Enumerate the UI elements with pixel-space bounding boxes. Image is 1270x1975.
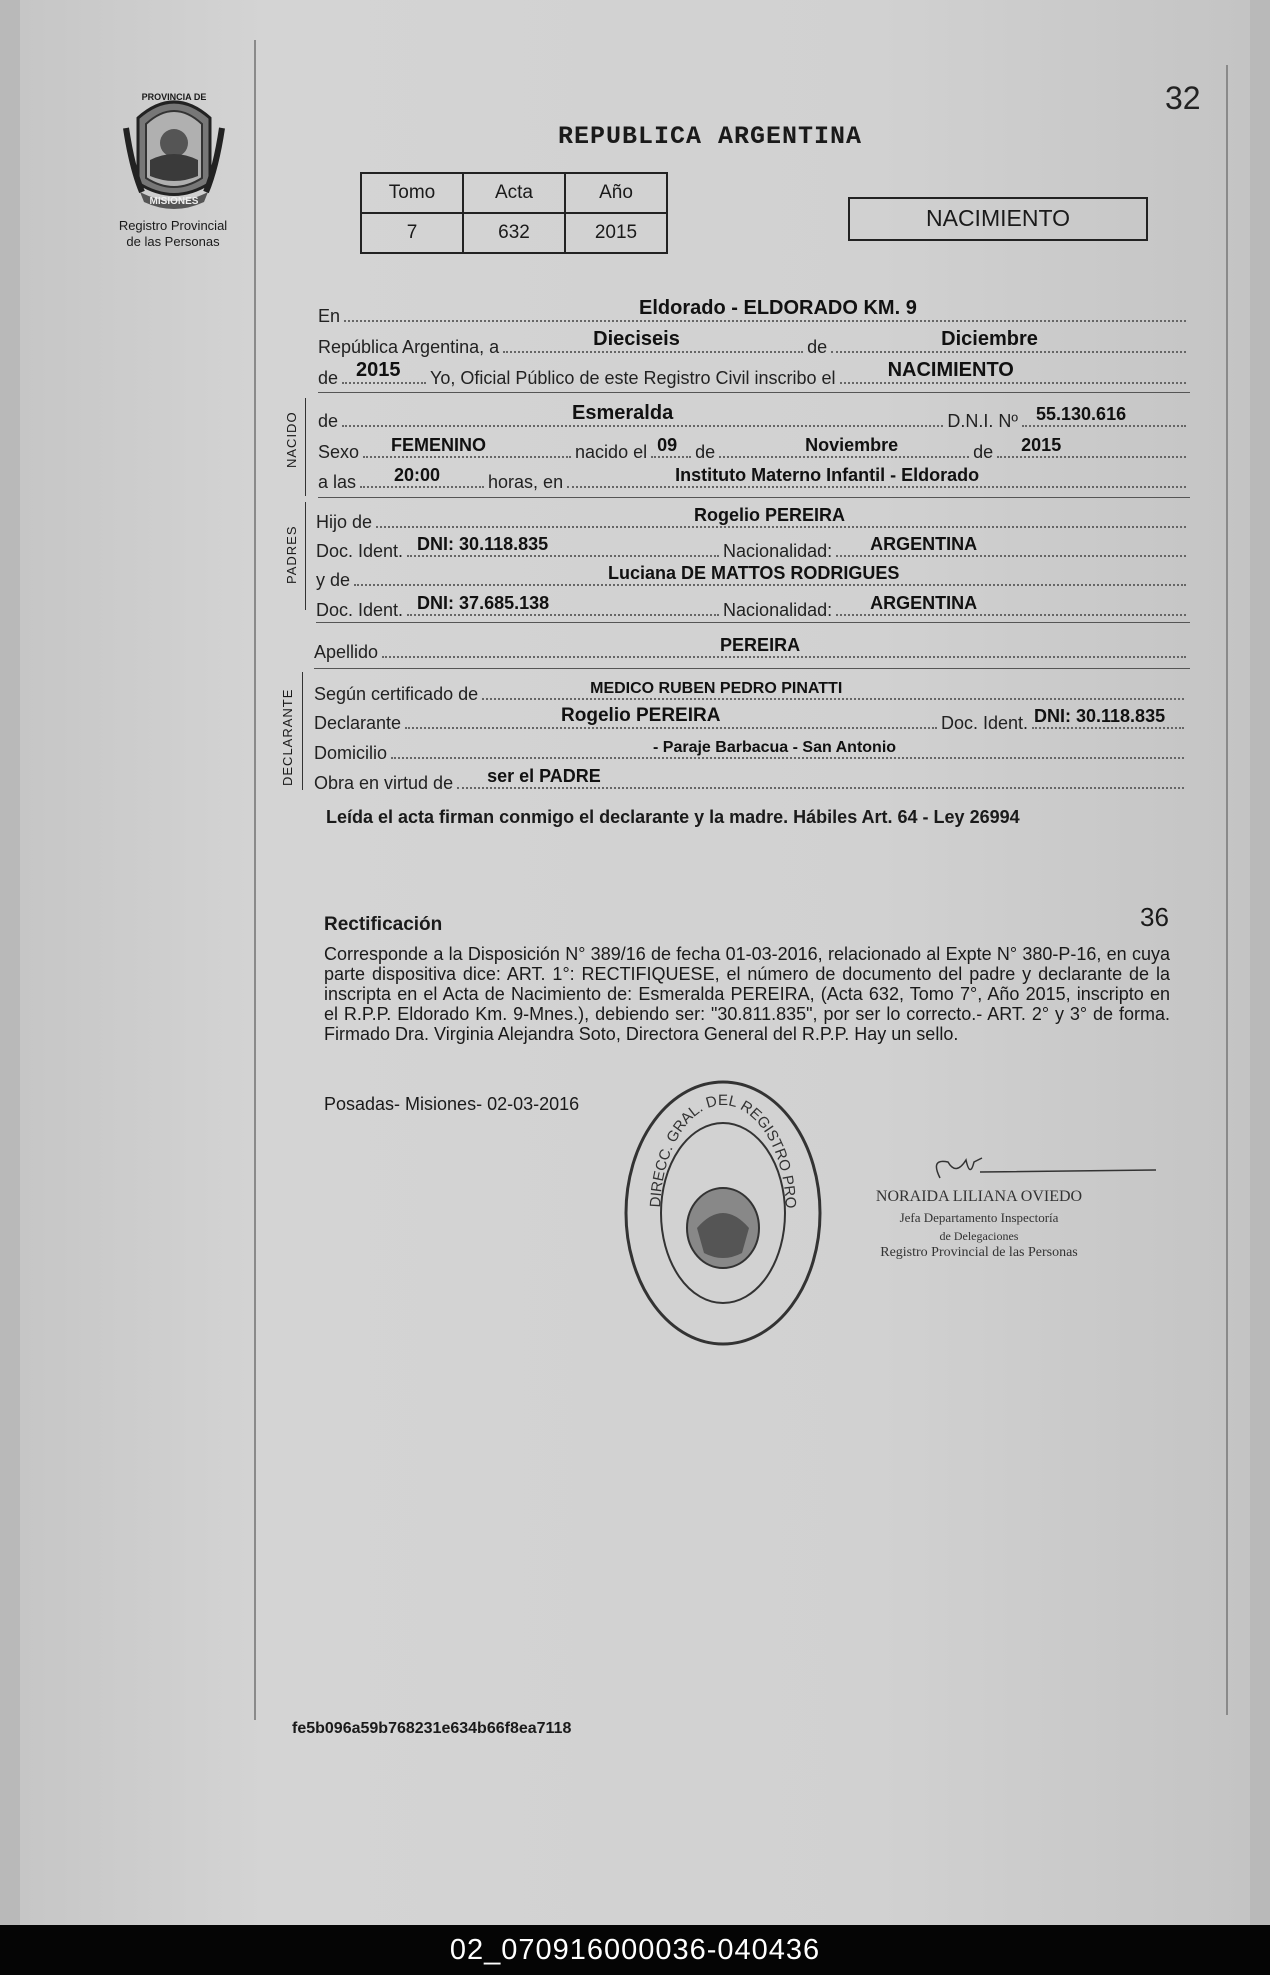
divider [314, 668, 1190, 669]
year-field [342, 359, 426, 384]
father-field [376, 506, 1186, 528]
declarante-doc: DNI: 30.118.835 [1034, 706, 1166, 726]
divider [316, 622, 1190, 623]
mother-nationality: ARGENTINA [870, 593, 978, 613]
birth-month-field [719, 436, 969, 458]
day-field [503, 328, 803, 353]
obra-field [457, 767, 1184, 789]
row-father-doc [316, 535, 1190, 562]
apellido-field [382, 636, 1186, 658]
domicilio-value: - Paraje Barbacua - San Antonio [653, 739, 897, 756]
row-republica [318, 328, 1190, 358]
de-label: de [318, 411, 339, 431]
nacionalidad-label: Nacionalidad: [723, 600, 833, 620]
svg-text:DIRECC. GRAL. DEL REGISTRO PRO [622, 1078, 799, 1209]
signer-title2: de Delegaciones [939, 1229, 1019, 1243]
time-field [360, 466, 484, 488]
year-value: 2015 [356, 359, 401, 381]
sexo-value: FEMENINO [391, 435, 487, 455]
hijo-de-label: Hijo de [316, 512, 373, 532]
birth-time: 20:00 [394, 465, 441, 485]
place-field [344, 297, 1186, 322]
birthplace-field [567, 466, 1186, 488]
scan-footer-code: 02_070916000036-040436 [0, 1925, 1270, 1975]
de-label: de [973, 442, 994, 462]
en-label: En [318, 306, 341, 326]
mother-doc-field [407, 594, 719, 616]
father-doc: DNI: 30.118.835 [417, 534, 549, 554]
tomo-label: Tomo [361, 173, 463, 213]
father-nat-field [836, 535, 1186, 557]
month-field [831, 328, 1186, 353]
seal-bottom-text: MISIONES [149, 196, 199, 207]
name-field [342, 402, 943, 427]
tomo-value: 7 [361, 213, 463, 253]
decl-field [405, 707, 937, 729]
nacido-section-label: NACIDO [284, 411, 299, 468]
apellido-value: PEREIRA [720, 635, 801, 655]
republic-label: República Argentina, a [318, 337, 500, 357]
section-bar [302, 672, 303, 790]
left-margin-line [254, 40, 256, 1720]
declarante-value: Rogelio PEREIRA [561, 705, 721, 726]
signer-name: NORAIDA LILIANA OVIEDO [875, 1188, 1083, 1205]
mother-nat-field [836, 594, 1186, 616]
father-nationality: ARGENTINA [870, 534, 978, 554]
sexo-label: Sexo [318, 442, 360, 462]
row-nacido-name [318, 402, 1190, 432]
declarante-section-label: DECLARANTE [280, 688, 295, 786]
row-alas [318, 466, 1190, 493]
birth-year: 2015 [1021, 435, 1062, 455]
record-type-box: NACIMIENTO [848, 197, 1148, 241]
signature-scribble-icon [900, 1148, 1160, 1188]
act-value: NACIMIENTO [887, 359, 1014, 381]
obra-label: Obra en virtud de [314, 773, 454, 793]
declarante-label: Declarante [314, 713, 402, 733]
child-dni: 55.130.616 [1036, 404, 1127, 424]
rectificacion-number: 36 [1140, 902, 1169, 932]
de2-label: de [318, 368, 339, 388]
row-obra [314, 767, 1188, 794]
tomo-acta-ano-table [360, 172, 668, 254]
registry-name [98, 218, 248, 250]
birth-month: Noviembre [805, 435, 899, 455]
signer-title3: Registro Provincial de las Personas [880, 1245, 1078, 1260]
mother-field [354, 564, 1186, 586]
yo-label: Yo, Oficial Público de este Registro Civil inscribo el [430, 368, 836, 388]
sexo-field [363, 436, 571, 458]
act-field [840, 359, 1186, 384]
de-label: de [807, 337, 828, 357]
certificado-value: MEDICO RUBEN PEDRO PINATTI [590, 680, 843, 697]
divider [318, 392, 1190, 393]
rectificacion-place-date: Posadas- Misiones- 02-03-2016 [324, 1094, 580, 1114]
horas-label: horas, en [488, 472, 564, 492]
row-domicilio [314, 737, 1188, 764]
ano-value: 2015 [565, 213, 667, 253]
row-mother-doc [316, 594, 1190, 621]
right-margin-line [1226, 65, 1228, 1715]
seal-top-text: PROVINCIA DE [141, 92, 207, 102]
de-label: de [695, 442, 716, 462]
doc-ident-label: Doc. Ident. [940, 713, 1028, 733]
birth-day-field [651, 436, 691, 458]
rectificacion-title: Rectificación [324, 914, 443, 935]
child-name: Esmeralda [572, 402, 674, 424]
row-declarante [314, 707, 1188, 734]
row-year [318, 359, 1190, 389]
registry-name-line1: Registro Provincial [118, 218, 228, 233]
domicilio-label: Domicilio [314, 743, 388, 763]
dni-field [1022, 405, 1186, 427]
dni-label: D.N.I. Nº [947, 411, 1018, 431]
apellido-label: Apellido [314, 642, 379, 662]
section-bar [305, 398, 306, 496]
row-apellido [314, 636, 1190, 663]
nacido-el-label: nacido el [575, 442, 648, 462]
doc-ident-label: Doc. Ident. [316, 600, 404, 620]
registry-name-line2: de las Personas [126, 234, 220, 249]
nacionalidad-label: Nacionalidad: [723, 541, 833, 561]
misiones-seal-icon [118, 88, 230, 210]
certificado-label: Según certificado de [314, 684, 479, 704]
father-doc-field [407, 535, 719, 557]
section-bar [305, 502, 306, 610]
father-name: Rogelio PEREIRA [694, 505, 846, 525]
page-number: 32 [1165, 80, 1201, 116]
closing-statement: Leída el acta firman conmigo el declarante y la madre. Hábiles Art. 64 - Ley 26994 [326, 807, 1020, 827]
mother-doc: DNI: 37.685.138 [417, 593, 550, 613]
ano-label: Año [565, 173, 667, 213]
month-value: Diciembre [941, 328, 1038, 350]
row-en [318, 297, 1190, 327]
document-title: REPUBLICA ARGENTINA [558, 122, 863, 151]
birth-day: 09 [657, 435, 678, 455]
row-y-de [316, 564, 1190, 591]
decl-doc-field [1032, 707, 1184, 729]
stamp-text: DIRECC. GRAL. DEL REGISTRO PRO [647, 1091, 800, 1209]
place-value: Eldorado - ELDORADO KM. 9 [639, 297, 917, 319]
birth-place: Instituto Materno Infantil - Eldorado [675, 465, 980, 485]
divider [318, 497, 1190, 498]
obra-value: ser el PADRE [487, 766, 601, 786]
day-value: Dieciseis [593, 328, 680, 350]
alas-label: a las [318, 472, 357, 492]
birth-year-field [997, 436, 1186, 458]
row-sexo [318, 436, 1190, 463]
y-de-label: y de [316, 570, 351, 590]
padres-section-label: PADRES [284, 525, 299, 584]
dom-field [391, 737, 1184, 759]
acta-label: Acta [463, 173, 565, 213]
doc-ident-label: Doc. Ident. [316, 541, 404, 561]
acta-value: 632 [463, 213, 565, 253]
document-hash: fe5b096a59b768231e634b66f8ea7118 [292, 1720, 572, 1737]
official-stamp-icon [622, 1078, 824, 1348]
row-certificado [314, 678, 1188, 705]
row-hijo-de [316, 506, 1190, 533]
signer-title1: Jefa Departamento Inspectoría [899, 1210, 1059, 1225]
mother-name: Luciana DE MATTOS RODRIGUES [608, 563, 900, 583]
rectificacion-body: Corresponde a la Disposición N° 389/16 de fecha 01-03-2016, relacionado al Expte N° 380-P-16, en cuya parte dispositiva dice: ART. 1°: RECTIFIQUESE, el número de documento del padre y declarante de la inscripta en el Acta de Nacimiento de: Esmeralda PEREIRA, (Acta 632, Tomo 7°, Año 2015, inscripto en el R.P.P. Eldorado Km. 9-Mnes.), debiendo ser: "30.811.835", por ser lo correcto.- ART. 2° y 3° de forma. Firmado Dra. Virginia Alejandra Soto, Directora General del R.P.P. Hay un sello. [324, 944, 1170, 1044]
cert-field [482, 678, 1184, 700]
